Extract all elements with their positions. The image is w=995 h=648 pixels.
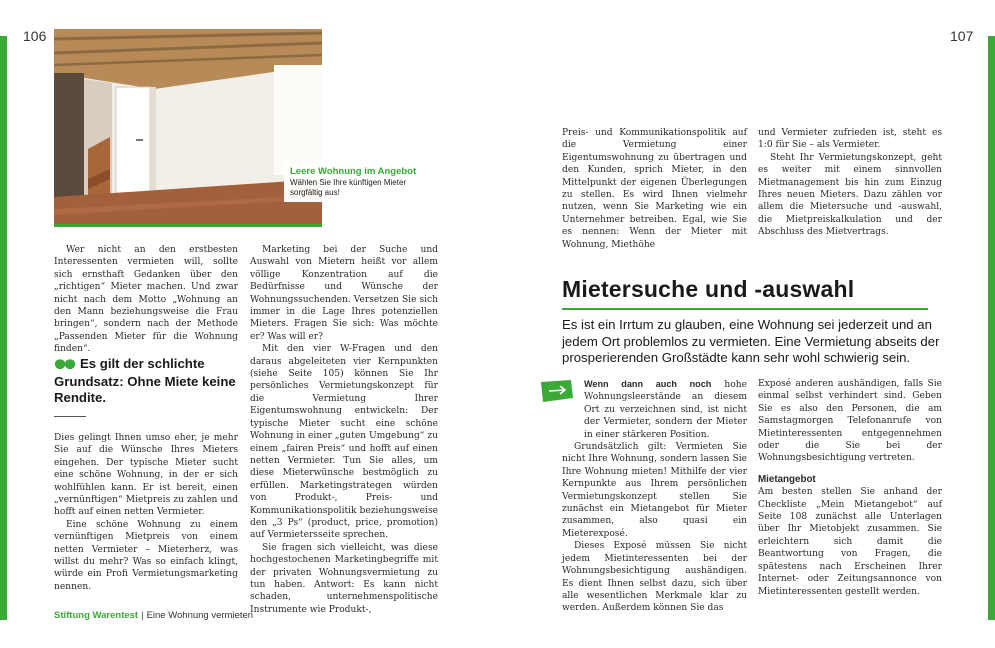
paragraph: Marketing bei der Suche und Auswahl von Mietern heißt vor allem völlige Konzentration auf die Bedürfnisse und Wünsche der Wohnungssuchenden. Versetzen Sie sich immer in die Lage Ihres potenziellen Mieters. Fragen Sie sich: Was möchte er? Was will er? [250,245,438,342]
headline-rule [562,308,928,310]
paragraph: Exposé anderen aushändigen, falls Sie einmal selbst verhindert sind. Geben Sie es also den Personen, die am Samstagmorgen Telefonanrufe von Mietinteressenten entgegennehmen oder die Sie bei der Wohnungsbesichtigung vertreten. [758,379,942,464]
footer-title: Eine Wohnung vermieten [146,610,254,621]
pull-quote [54,356,238,406]
paragraph: Dies gelingt Ihnen umso eher, je mehr Sie auf die Wünsche Ihres Mieters eingehen. Der typische Mieter sucht eine schöne Wohnung, in der er sich wohlfühlen kann. Er ist bereit, einen „vernünftigen“ Mietpreis zu zahlen und hofft auf einen netten Vermieter. [54,433,238,518]
paragraph: Mit den vier W-Fragen und den daraus abgeleiteten vier Kernpunkten (siehe Seite 105) können Sie Ihr persönliches Vermietungskonzept für die Vermietung Ihrer Eigentumswohnung entwickeln: Der typische Mieter sucht eine schöne Wohnung in einer „guten Umgebung“ zu einem „fairen Preis“ und hofft auf einen netten Vermieter. Tun Sie alles, um diese Mieterwünsche bestmöglich zu erfüllen. Marketingstrategen würden von Produkt-, Preis- und Kommunikationspolitik beziehungsweise den „3 Ps“ (product, price, promotion) auf Vermietersseite sprechen. [250,344,438,541]
lead-paragraph: Es ist ein Irrtum zu glauben, eine Wohnung sei jederzeit und an jedem Ort problemlos zu vermieten. Eine Vermietung abseits der prosperierenden Großstädte kann sehr wohl schwierig sein. [562,317,940,366]
paragraph: Sie fragen sich vielleicht, was diese hochgestochenen Marketingbegriffe mit der privaten Wohnungsvermietung zu tun haben. Antwort: Es kann nicht schaden, unternehmenspolitische Instrumente wie Produkt-, [250,542,438,615]
photo-caption [284,163,436,202]
left-column-1 [54,244,238,356]
paragraph: Wer nicht an den erstbesten Interessenten vermieten will, sollte sich ernsthaft Gedanken über den „richtigen“ Mieter machen. Und zwar nicht nach dem Motto „Wohnung an den Mann beziehungsweise die Frau bringen“, sondern nach der Methode „Passenden Mieter für die Wohnung finden“. [54,245,238,355]
left-edge-bar [0,36,7,620]
page-number-left: 106 [23,28,47,44]
right-column-2-top [758,127,942,239]
lead-in-rest: hohe Wohnungsleerstände an diesem Ort zu verzeichnen sind, ist nicht der Vermieter, sondern der Mieter in einer stärkeren Position. [584,380,747,440]
right-edge-bar [988,36,995,620]
caption-title: Leere Wohnung im Angebot [290,166,417,177]
paragraph: Eine schöne Wohnung zu einem vernünftigen Mietpreis von einem netten Vermieter – Mieterherz, was willst du mehr? Was so einfach klingt, würde ein Profi Vermietungsmarketing nennen. [54,519,238,592]
paragraph: Preis- und Kommunikationspolitik auf die Vermietung einer Eigentumswohnung zu übertragen und den Kunden, sprich Mieter, in den Mittelpunkt der eigenen Überlegungen zu stellen. Es wird Ihnen vielmehr nutzen, wenn Sie Marketing wie ein Unternehmer betreiben. Egal, wie Sie es nennen: Wenn der Mieter mit Wohnung, Miethöhe [562,128,747,250]
paragraph: Am besten stellen Sie anhand der Checkliste „Mein Mietangebot“ auf Seite 108 zunächst alle Unterlagen über Ihr Mietobjekt zusammen. Sie erleichtern sich damit die Beantwortung von Fragen, die spätestens nach Erscheinen Ihrer Internet- oder Zeitungsannonce von Mietinteressenten gestellt werden. [758,487,942,597]
page-footer [54,610,253,621]
subheading-mietangebot: Mietangebot [758,473,816,485]
paragraph: Dieses Exposé müssen Sie nicht jedem Mietinteressenten bei der Wohnungsbesichtigung aushändigen. Es dient Ihnen selbst dazu, sich über alle wesentlichen Merkmale klar zu werden. Außerdem können Sie das [562,541,747,614]
quote-icon [54,357,76,374]
paragraph [562,378,747,441]
footer-brand: Stiftung Warentest [54,610,139,621]
left-column-2 [250,244,438,616]
paragraph: Grundsätzlich gilt: Vermieten Sie nicht Ihre Wohnung, sondern lassen Sie Ihre Wohnung mieten! Mithilfe der vier Kernpunkte aus Ihrem persönlichen Vermietungskonzept stellen Sie zunächst ein Mietangebot für Mieter zusammen, also quasi ein Mieterexposé. [562,442,747,539]
right-column-2-bottom [758,378,942,598]
right-column-1-bottom [562,378,747,615]
empty-apartment-photo [54,29,322,227]
lead-in: Wenn dann auch noch [584,379,712,389]
right-column-1-top [562,127,747,251]
footer-separator: | [141,610,144,621]
paragraph: und Vermieter zufrieden ist, steht es 1:0 für Sie – als Vermieter. [758,128,942,151]
paragraph: Steht Ihr Vermietungskonzept, geht es weiter mit einem sinnvollen Mietmanagement bis hin zum Einzug Ihres neuen Mieters. Dazu zählen vor allem die Mietersuche und -auswahl, die Mietpreiskalkulation und der Abschluss des Mietvertrags. [758,152,942,238]
quote-divider [54,416,86,417]
caption-text: Wählen Sie Ihre künftigen Mieter sorgfältig aus! [290,178,407,197]
page-number-right: 107 [950,28,974,44]
section-headline: Mietersuche und -auswahl [562,276,855,302]
left-column-1-continued [54,432,238,593]
pull-quote-text: Es gilt der schlichte Grundsatz: Ohne Miete keine Rendite. [54,356,236,405]
